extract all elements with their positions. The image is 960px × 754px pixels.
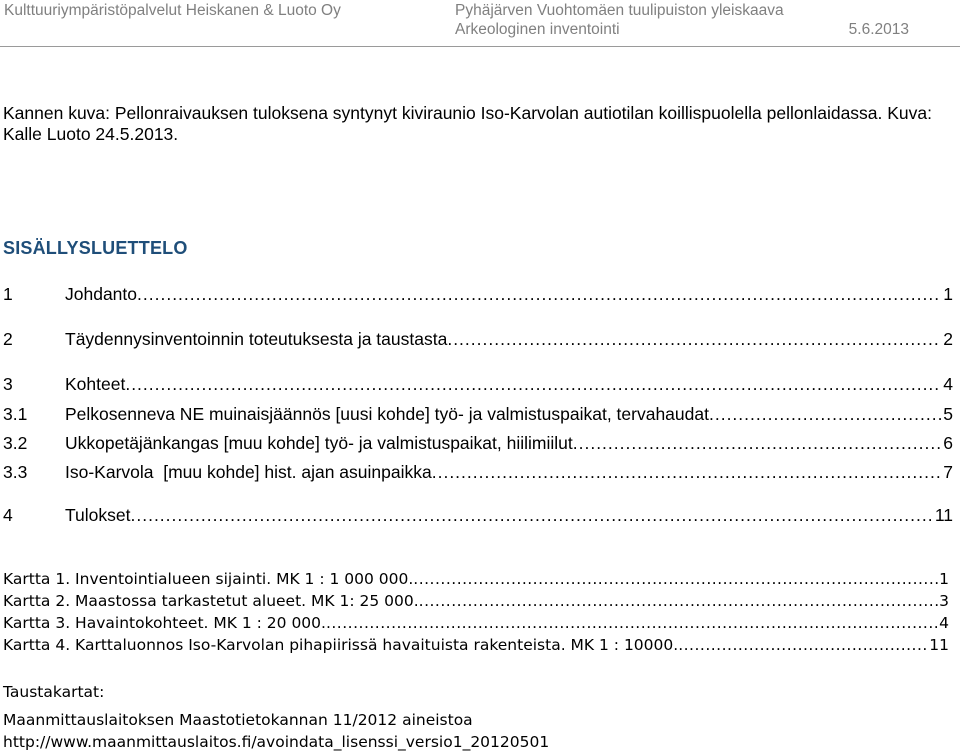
toc-entry-title: Johdanto bbox=[65, 284, 138, 304]
background-maps-heading: Taustakartat: bbox=[3, 683, 105, 701]
map-leader-dots bbox=[326, 614, 939, 632]
toc-entry-number: 3.2 bbox=[3, 433, 28, 453]
toc-entry-number: 3.3 bbox=[3, 462, 28, 482]
toc-entry[interactable] bbox=[0, 505, 953, 529]
report-date: 5.6.2013 bbox=[848, 21, 909, 38]
header-divider bbox=[0, 46, 960, 47]
toc-entry-page: 2 bbox=[943, 329, 953, 349]
toc-entry[interactable] bbox=[0, 284, 953, 308]
map-leader-dots bbox=[419, 592, 939, 610]
toc-entry-page: 1 bbox=[943, 284, 953, 304]
toc-entry-title: Pelkosenneva NE muinaisjäännös [uusi kohde] työ- ja valmistuspaikat, tervahaudat bbox=[65, 404, 709, 424]
toc-entry[interactable] bbox=[0, 462, 953, 486]
toc-entry-page: 6 bbox=[943, 433, 953, 453]
map-title: Kartta 3. Havaintokohteet. MK 1 : 20 000. bbox=[3, 614, 326, 632]
toc-entry[interactable] bbox=[0, 374, 953, 398]
toc-leader-dots bbox=[709, 404, 941, 425]
toc-entry-title: Tulokset bbox=[65, 505, 131, 525]
toc-leader-dots bbox=[125, 374, 941, 395]
toc-leader-dots bbox=[137, 284, 941, 305]
toc-entry-page: 11 bbox=[934, 505, 953, 525]
toc-entry[interactable] bbox=[0, 404, 953, 428]
toc-leader-dots bbox=[432, 462, 942, 483]
toc-entry-page: 7 bbox=[943, 462, 953, 482]
project-title: Pyhäjärven Vuohtomäen tuulipuiston yleiskaava bbox=[455, 2, 784, 19]
toc-entry-page: 5 bbox=[943, 404, 953, 424]
toc-entry-number: 4 bbox=[3, 505, 13, 525]
toc-leader-dots bbox=[447, 329, 941, 350]
toc-entry-number: 2 bbox=[3, 329, 13, 349]
toc-entry-number: 1 bbox=[3, 284, 13, 304]
report-type: Arkeologinen inventointi bbox=[455, 21, 620, 38]
map-title: Kartta 1. Inventointialueen sijainti. MK 1 : 1 000 000. bbox=[3, 570, 414, 588]
toc-entry-page: 4 bbox=[943, 374, 953, 394]
toc-entry-title: Täydennysinventoinnin toteutuksesta ja taustasta bbox=[65, 329, 448, 349]
map-page: 3 bbox=[939, 592, 949, 610]
map-page: 1 bbox=[939, 570, 949, 588]
toc-heading: SISÄLLYSLUETTELO bbox=[3, 238, 188, 258]
map-page: 4 bbox=[939, 614, 949, 632]
background-maps-source: Maanmittauslaitoksen Maastotietokannan 11/2012 aineistoa bbox=[3, 711, 473, 729]
cover-photo-caption: Kannen kuva: Pellonraivauksen tuloksena syntynyt kiviraunio Iso-Karvolan autiotilan koillispuolella pellonlaidassa. Kuva: Kalle Luoto 24.5.2013. bbox=[3, 103, 933, 144]
map-leader-dots bbox=[678, 636, 929, 654]
toc-entry[interactable] bbox=[0, 433, 953, 457]
map-title: Kartta 4. Karttaluonnos Iso-Karvolan pihapiirissä havaituista rakenteista. MK 1 : 10000. bbox=[3, 636, 679, 654]
map-title: Kartta 2. Maastossa tarkastetut alueet. MK 1: 25 000. bbox=[3, 592, 419, 610]
map-list-entry[interactable] bbox=[3, 592, 949, 614]
company-name: Kulttuuriympäristöpalvelut Heiskanen & Luoto Oy bbox=[4, 2, 341, 19]
map-leader-dots bbox=[413, 570, 939, 588]
toc-entry[interactable] bbox=[0, 329, 953, 353]
map-page: 11 bbox=[929, 636, 949, 654]
license-link[interactable]: http://www.maanmittauslaitos.fi/avoindata_lisenssi_versio1_20120501 bbox=[3, 733, 550, 751]
toc-leader-dots bbox=[573, 433, 942, 454]
map-list-entry[interactable] bbox=[3, 570, 949, 592]
toc-entry-title: Ukkopetäjänkangas [muu kohde] työ- ja valmistuspaikat, hiilimiilut bbox=[65, 433, 573, 453]
toc-entry-title: Iso-Karvola [muu kohde] hist. ajan asuinpaikka bbox=[65, 462, 432, 482]
toc-entry-title: Kohteet bbox=[65, 374, 126, 394]
map-list-entry[interactable] bbox=[3, 614, 949, 636]
toc-leader-dots bbox=[131, 505, 933, 526]
toc-entry-number: 3 bbox=[3, 374, 13, 394]
toc-entry-number: 3.1 bbox=[3, 404, 28, 424]
map-list-entry[interactable] bbox=[3, 636, 949, 658]
